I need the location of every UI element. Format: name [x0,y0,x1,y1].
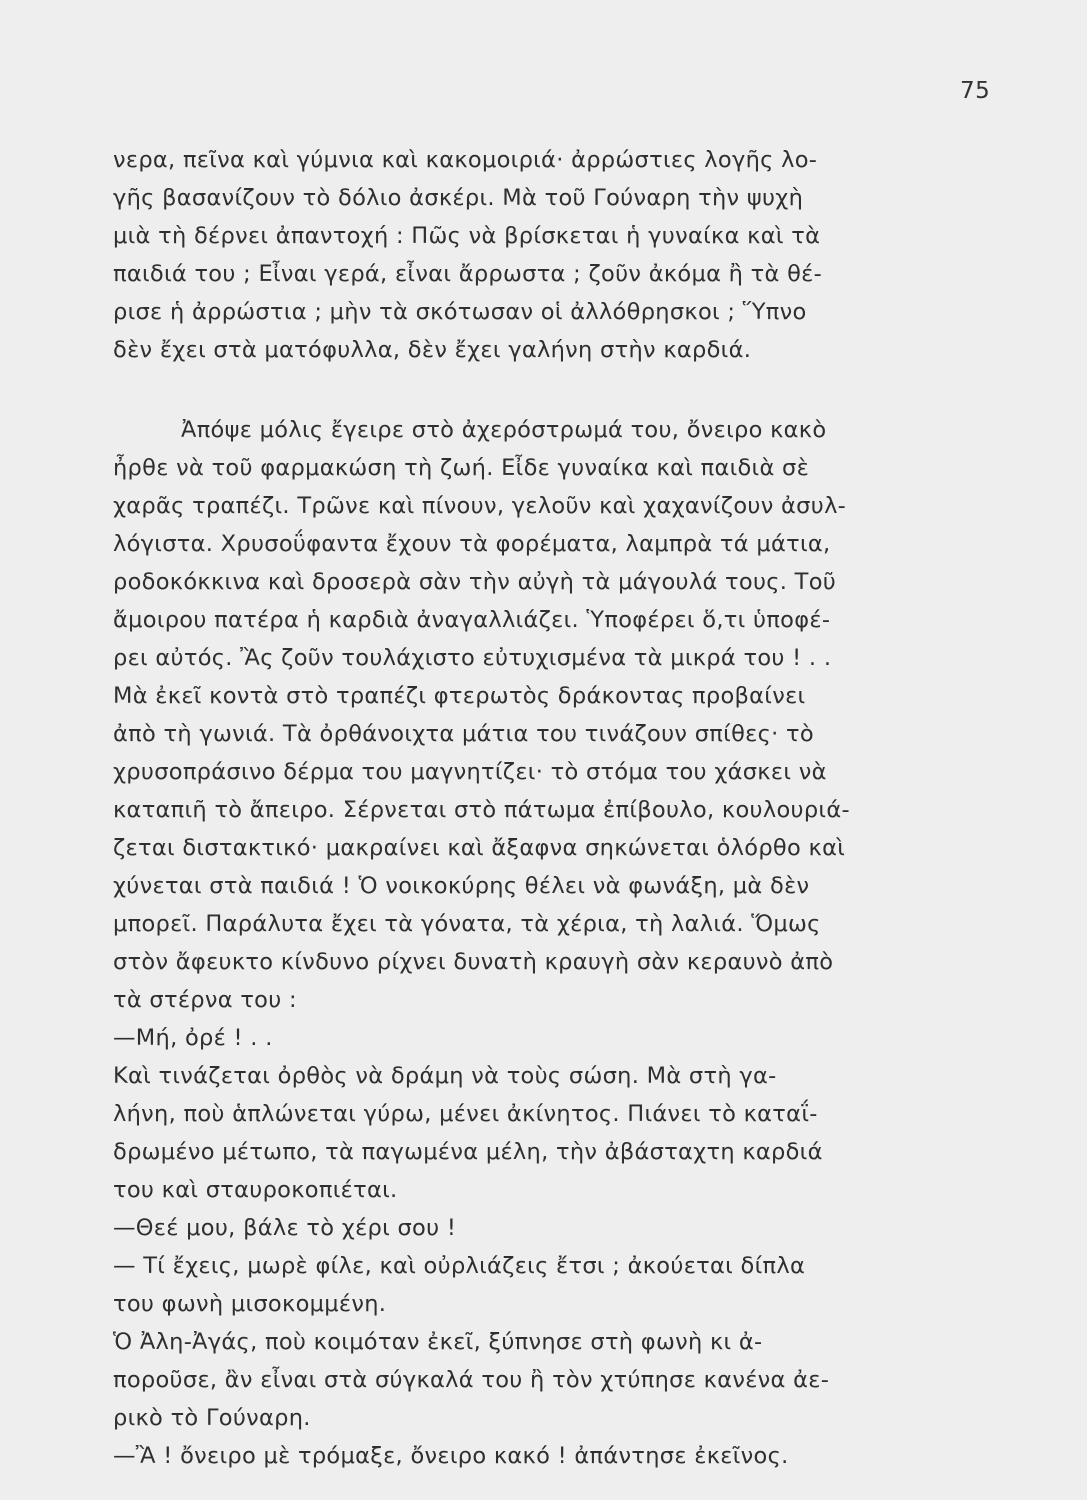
text-line: Ὁ Ἀλη-Ἀγάς, ποὺ κοιμόταν ἐκεῖ, ξύπνησε στὴ φωνὴ κι ἀ- [113,1329,763,1355]
text-line: χρυσοπράσινο δέρμα του μαγνητίζει· τὸ στόμα του χάσκει νὰ [113,759,827,785]
text-line: ροδοκόκκινα καὶ δροσερὰ σὰν τὴν αὐγὴ τὰ μάγουλά τους. Τοῦ [113,569,837,595]
text-line: ἀπὸ τὴ γωνιά. Τὰ ὀρθάνοιχτα μάτια του τινάζουν σπίθες· τὸ [113,721,814,747]
text-line: —Ἂ ! ὄνειρο μὲ τρόμαξε, ὄνειρο κακό ! ἀπάντησε ἐκεῖνος. [113,1443,789,1469]
text-line: λόγιστα. Χρυσοΰφαντα ἔχουν τὰ φορέματα, λαμπρὰ τά μάτια, [113,531,831,557]
text-line: μπορεῖ. Παράλυτα ἔχει τὰ γόνατα, τὰ χέρια, τὴ λαλιά. Ὅμως [113,911,821,937]
text-line: ζεται διστακτικό· μακραίνει καὶ ἄξαφνα σηκώνεται ὁλόρθο καὶ [113,835,846,861]
text-line: του φωνὴ μισοκομμένη. [113,1291,387,1317]
text-line: Μὰ ἐκεῖ κοντὰ στὸ τραπέζι φτερωτὸς δράκοντας προβαίνει [113,683,806,709]
text-line: — Τί ἔχεις, μωρὲ φίλε, καὶ οὐρλιάζεις ἔτσι ; ἀκούεται δίπλα [113,1253,806,1279]
text-line: χύνεται στὰ παιδιά ! Ὁ νοικοκύρης θέλει νὰ φωνάξη, μὰ δὲν [113,873,810,899]
text-line: παιδιά του ; Εἶναι γερά, εἶναι ἄρρωστα ; ζοῦν ἀκόμα ἢ τὰ θέ- [113,261,823,287]
text-line: Ἀπόψε μόλις ἔγειρε στὸ ἀχερόστρωμά του, ὄνειρο κακὸ [181,417,827,443]
text-line: ποροῦσε, ἂν εἶναι στὰ σύγκαλά του ἢ τὸν χτύπησε κανένα ἀε- [113,1367,830,1393]
text-line: Καὶ τινάζεται ὀρθὸς νὰ δράμη νὰ τοὺς σώση. Μὰ στὴ γα- [113,1063,777,1089]
text-line: —Μή, ὀρέ ! . . [113,1025,273,1051]
text-line: χαρᾶς τραπέζι. Τρῶνε καὶ πίνουν, γελοῦν καὶ χαχανίζουν ἀσυλ- [113,493,847,519]
text-line: νερα, πεῖνα καὶ γύμνια καὶ κακομοιριά· ἀρρώστιες λογῆς λο- [113,147,818,173]
text-line: ρικὸ τὸ Γούναρη. [113,1405,311,1431]
text-line: του καὶ σταυροκοπιέται. [113,1177,398,1203]
text-line: ἦρθε νὰ τοῦ φαρμακώση τὴ ζωή. Εἶδε γυναίκα καὶ παιδιὰ σὲ [113,455,810,481]
text-line: τὰ στέρνα του : [113,987,297,1013]
page-number: 75 [960,78,991,104]
text-line: δρωμένο μέτωπο, τὰ παγωμένα μέλη, τὴν ἀβάσταχτη καρδιά [113,1139,823,1165]
text-line: στὸν ἄφευκτο κίνδυνο ρίχνει δυνατὴ κραυγὴ σὰν κεραυνὸ ἀπὸ [113,949,834,975]
text-line: λήνη, ποὺ ἁπλώνεται γύρω, μένει ἀκίνητος. Πιάνει τὸ καταΐ- [113,1101,818,1127]
text-line: ρισε ἡ ἀρρώστια ; μὴν τὰ σκότωσαν οἱ ἀλλόθρησκοι ; Ὕπνο [113,299,807,325]
text-line: γῆς βασανίζουν τὸ δόλιο ἀσκέρι. Μὰ τοῦ Γούναρη τὴν ψυχὴ [113,185,804,211]
text-line: δὲν ἔχει στὰ ματόφυλλα, δὲν ἔχει γαλήνη στὴν καρδιά. [113,337,752,363]
text-line: ρει αὐτός. Ἂς ζοῦν τουλάχιστο εὐτυχισμένα τὰ μικρά του ! . . [113,645,832,671]
text-line: —Θεέ μου, βάλε τὸ χέρι σου ! [113,1215,457,1241]
text-line: καταπιῆ τὸ ἄπειρο. Σέρνεται στὸ πάτωμα ἐπίβουλο, κουλουριά- [113,797,850,823]
text-line: μιὰ τὴ δέρνει ἀπαντοχή : Πῶς νὰ βρίσκεται ἡ γυναίκα καὶ τὰ [113,223,821,249]
text-line: ἄμοιρου πατέρα ἡ καρδιὰ ἀναγαλλιάζει. Ὑποφέρει ὅ,τι ὑποφέ- [113,607,831,633]
